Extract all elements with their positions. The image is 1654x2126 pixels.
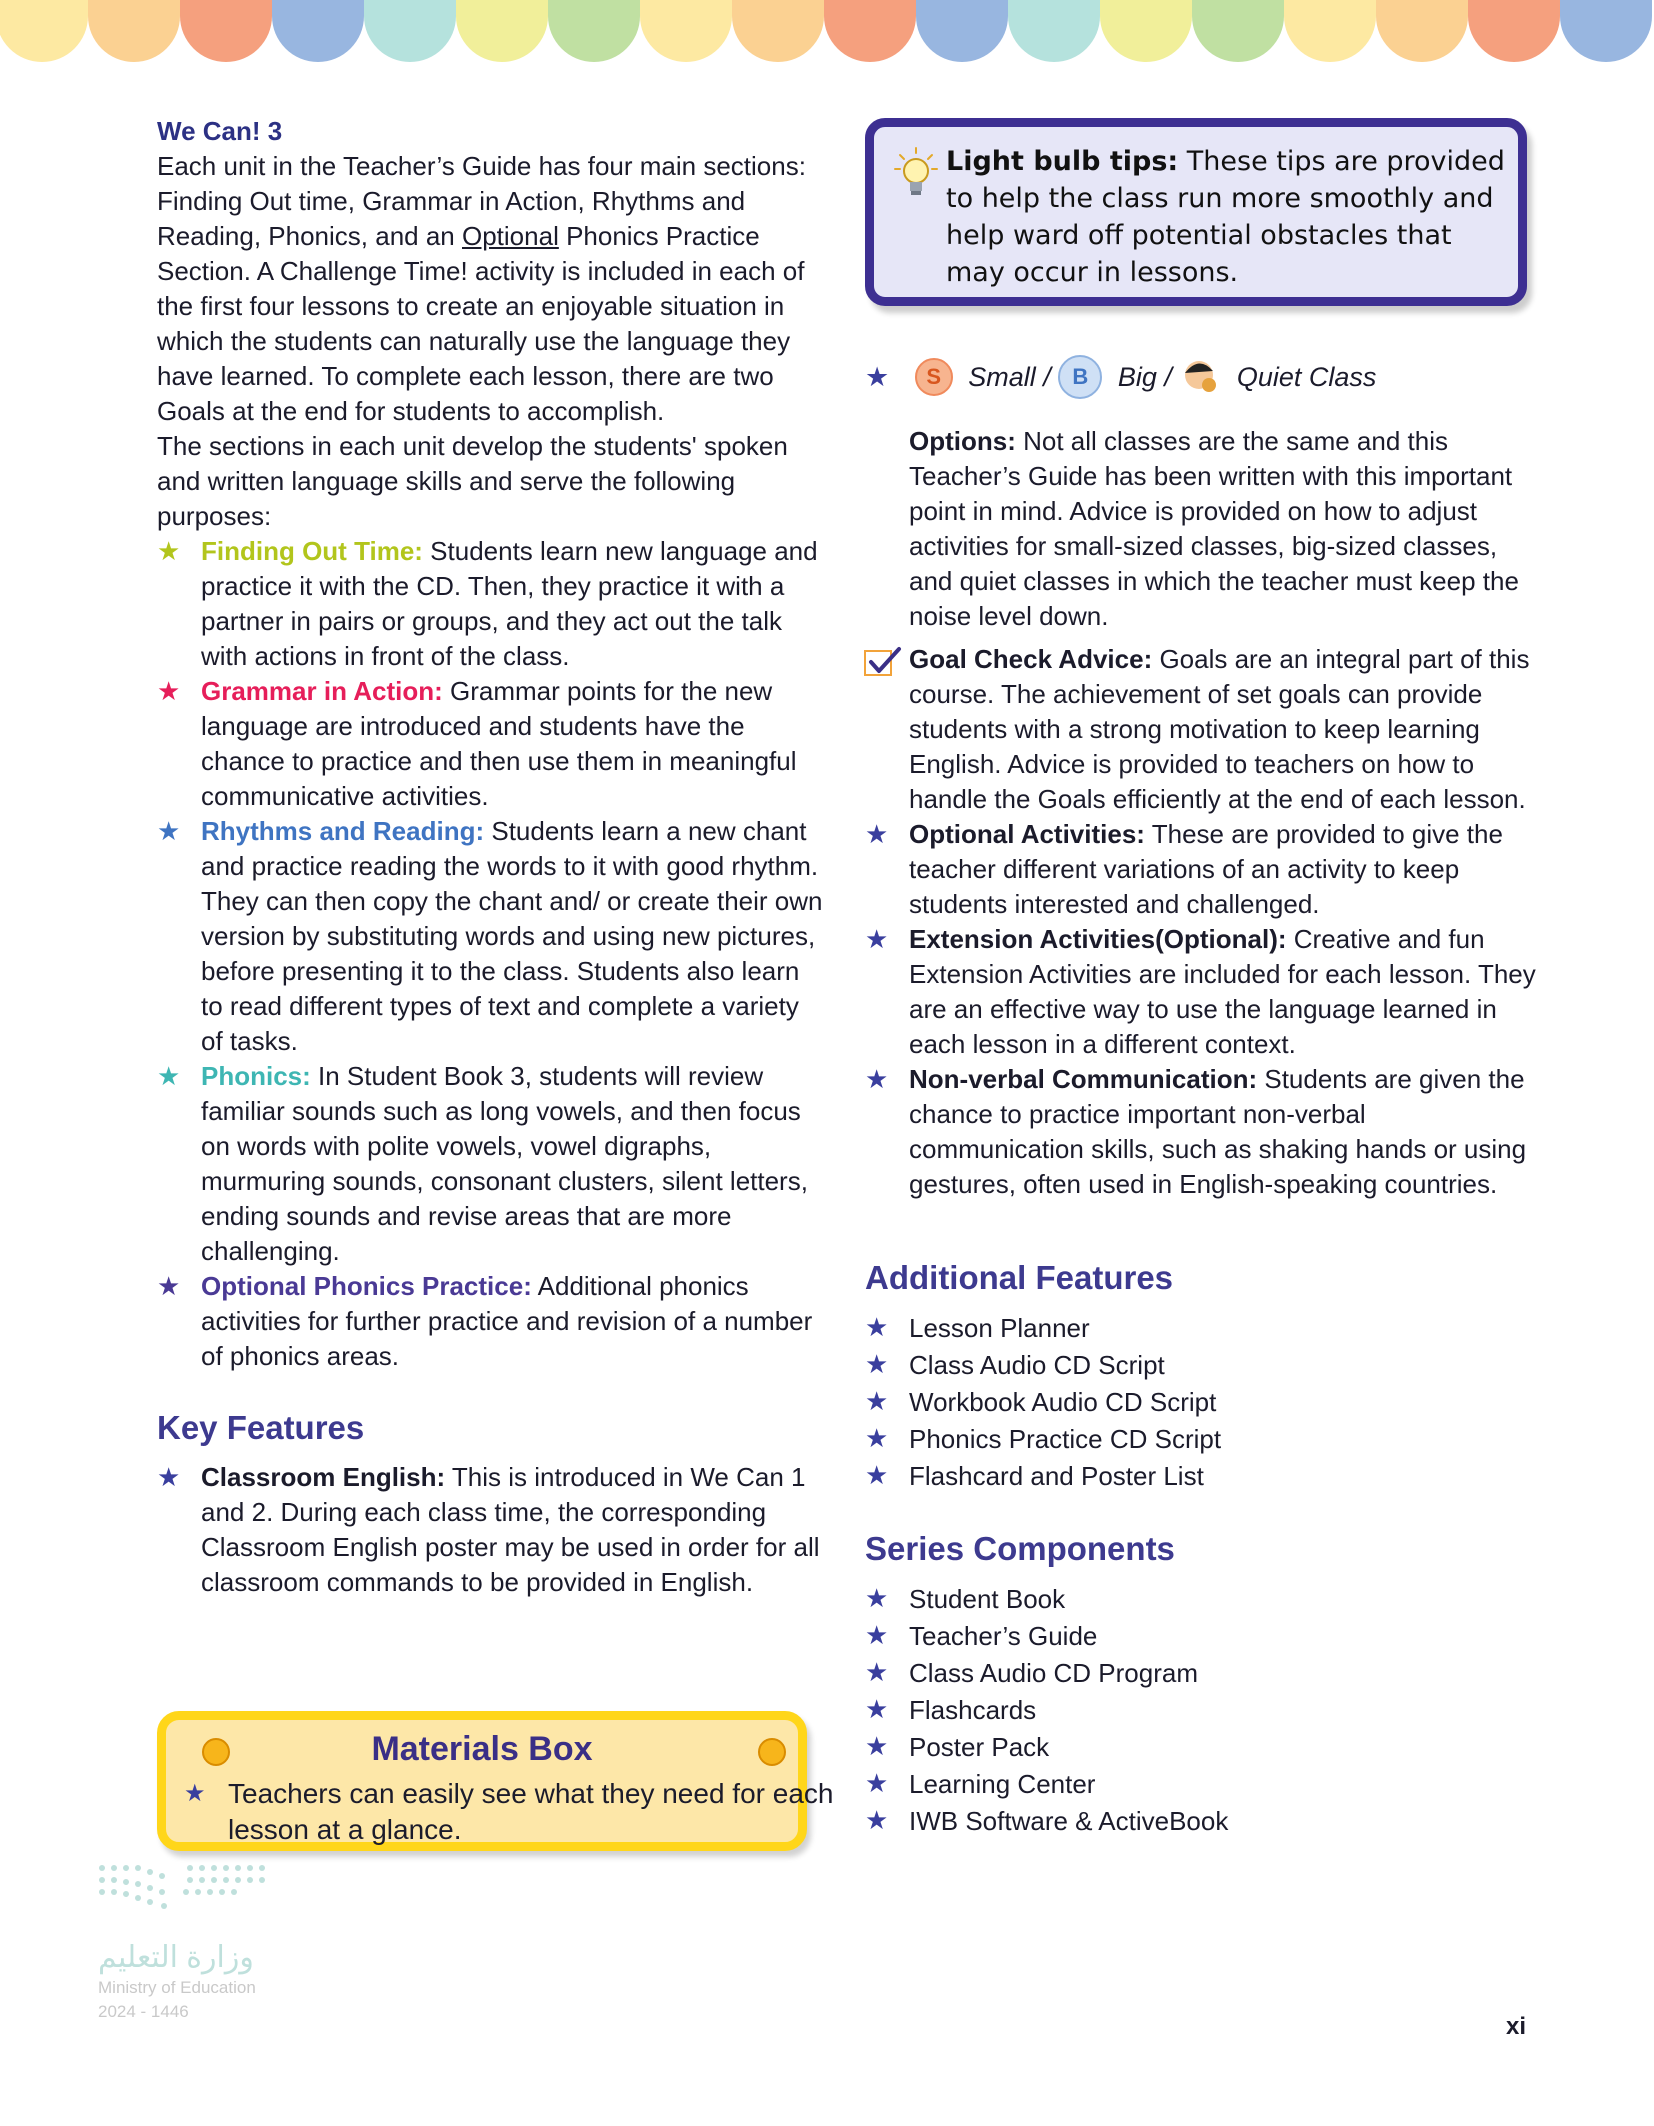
star-icon: ★ — [865, 819, 889, 849]
light-bulb-tips-box — [865, 118, 1527, 306]
star-icon: ★ — [865, 1312, 889, 1342]
star-icon: ★ — [865, 1349, 889, 1379]
star-icon: ★ — [157, 1462, 181, 1492]
ministry-arabic-name: وزارة التعليم — [98, 1941, 254, 1974]
materials-box — [157, 1711, 834, 1851]
intro-paragraph-2: The sections in each unit develop the students' spoken and written language skills and serve the following purposes: — [157, 431, 788, 531]
list-item: ★ Grammar in Action: Grammar points for the new language are introduced and students have the chance to practice and then use them in meaningful communicative activities. — [157, 676, 797, 811]
list-item: ★ IWB Software & ActiveBook — [865, 1805, 1229, 1836]
list-item: ★ Finding Out Time: Students learn new language and practice it with the CD. Then, they practice it with a partner in pairs or groups, and they act out the talk with actions in front of the class. — [157, 536, 818, 671]
star-icon: ★ — [157, 1271, 181, 1301]
star-icon: ★ — [865, 1460, 889, 1490]
key-features-list — [157, 1460, 827, 1600]
star-icon: ★ — [157, 536, 181, 566]
scallop — [640, 0, 732, 62]
scallop — [732, 0, 824, 62]
additional-features-heading: Additional Features — [865, 1259, 1174, 1296]
star-icon: ★ — [865, 1768, 889, 1798]
quiet-class-label: Quiet Class — [1236, 362, 1377, 392]
star-icon: ★ — [157, 676, 181, 706]
section-list — [157, 534, 827, 1374]
star-icon: ★ — [865, 1657, 889, 1687]
star-icon: ★ — [865, 362, 890, 392]
scallop — [272, 0, 364, 62]
list-item: ★ Workbook Audio CD Script — [865, 1386, 1217, 1417]
optional-underlined: Optional — [462, 221, 559, 251]
list-item: ★ Extension Activities(Optional): Creative and fun Extension Activities are included for each lesson. They are an effective way to use the language learned in each lesson in a different context. — [865, 924, 1536, 1059]
list-item: ★ Phonics Practice CD Script — [865, 1423, 1222, 1454]
scallop — [916, 0, 1008, 62]
star-icon: ★ — [184, 1780, 206, 1807]
class-size-row — [865, 355, 1376, 395]
star-icon: ★ — [157, 1061, 181, 1091]
options-item: Options: Not all classes are the same and this Teacher’s Guide has been written with this important point in mind. Advice is provided on how to adjust activities for small-sized classes, big-sized classes, and quiet classes in which the teacher must keep the noise level down. — [909, 426, 1519, 631]
star-icon: ★ — [865, 1731, 889, 1761]
scallop — [456, 0, 548, 62]
light-bulb-tips-text: Light bulb tips: These tips are provided to help the class run more smoothly and help ward off potential obstacles that may occur in lessons. — [946, 146, 1505, 288]
scallop — [88, 0, 180, 62]
big-class-label: Big / — [1117, 362, 1172, 392]
scallop — [1008, 0, 1100, 62]
ministry-english-name: Ministry of Education — [98, 1978, 256, 1997]
scallop — [824, 0, 916, 62]
star-icon: ★ — [865, 1386, 889, 1416]
star-icon: ★ — [865, 1064, 889, 1094]
ministry-dots-logo — [98, 1862, 268, 1922]
list-item: ★ Class Audio CD Program — [865, 1657, 1198, 1688]
scalloped-header — [0, 0, 1654, 66]
list-item: ★ Lesson Planner — [865, 1312, 1090, 1343]
scallop — [548, 0, 640, 62]
scallop — [0, 0, 88, 62]
list-item: ★ Classroom English: This is introduced in We Can 1 and 2. During each class time, the corresponding Classroom English poster may be used in order for all classroom commands to be provided in English. — [157, 1462, 820, 1597]
scallop — [1468, 0, 1560, 62]
list-item: ★ Student Book — [865, 1583, 1066, 1614]
list-item: ★ Optional Activities: These are provided to give the teacher different variations of an activity to keep students interested and challenged. — [865, 819, 1503, 919]
small-class-label: Small / — [968, 362, 1051, 392]
list-item: ★ Flashcards — [865, 1694, 1037, 1725]
list-item: ★ Teacher’s Guide — [865, 1620, 1098, 1651]
list-item: ★ Phonics: In Student Book 3, students will review familiar sounds such as long vowels, and then focus on words with polite vowels, vowel digraphs, murmuring sounds, consonant clusters, silent letters, ending sounds and revise areas that are more challenging. — [157, 1061, 808, 1266]
scallop — [1376, 0, 1468, 62]
scallop — [180, 0, 272, 62]
activities-list — [865, 817, 1545, 1202]
series-components-list — [865, 1581, 1545, 1840]
list-item: ★ Optional Phonics Practice: Additional phonics activities for further practice and revision of a number of phonics areas. — [157, 1271, 813, 1371]
light-bulb-icon — [894, 147, 938, 203]
series-components-heading: Series Components — [865, 1530, 1175, 1567]
scallop — [1560, 0, 1652, 62]
scallop — [1100, 0, 1192, 62]
materials-box-title: Materials Box — [371, 1730, 593, 1768]
star-icon: ★ — [865, 924, 889, 954]
scallop — [1192, 0, 1284, 62]
left-column — [157, 114, 827, 1600]
list-item: ★ Learning Center — [865, 1768, 1096, 1799]
scallop — [364, 0, 456, 62]
list-item: ★ Rhythms and Reading: Students learn a new chant and practice reading the words to it with good rhythm. They can then copy the chant and/ or create their own version by substituting words and using new pictures, before presenting it to the class. Students also learn to read different types of text and complete a variety of tasks. — [157, 816, 823, 1056]
materials-box-text: ★ Teachers can easily see what they need for each lesson at a glance. — [184, 1778, 834, 1845]
star-icon: ★ — [865, 1583, 889, 1613]
list-item: ★ Poster Pack — [865, 1731, 1050, 1762]
page-number: xi — [1506, 2013, 1527, 2040]
scallop — [1284, 0, 1376, 62]
star-icon: ★ — [865, 1694, 889, 1724]
star-icon: ★ — [865, 1423, 889, 1453]
list-item: ★ Non-verbal Communication: Students are given the chance to practice important non-verbal communication skills, such as shaking hands or using gestures, often used in English-speaking countries. — [865, 1064, 1527, 1199]
ministry-watermark — [98, 1862, 358, 2027]
list-item: ★ Flashcard and Poster List — [865, 1460, 1204, 1491]
intro-paragraph-1: Each unit in the Teacher’s Guide has four main sections: Finding Out time, Grammar in Action, Rhythms and Reading, Phonics, and an Optional Phonics Practice Section. A Challenge Time! activity is included in each of the first four lessons to create an enjoyable situation in which the students can naturally use the language they have learned. To complete each lesson, there are two Goals at the end for students to accomplish. — [157, 151, 806, 426]
small-class-icon: S — [915, 358, 953, 396]
ministry-year: 2024 - 1446 — [98, 2002, 189, 2021]
star-icon: ★ — [157, 816, 181, 846]
intro-title: We Can! 3 — [157, 116, 283, 146]
star-icon: ★ — [865, 1805, 889, 1835]
additional-features-list — [865, 1310, 1545, 1495]
right-column — [865, 424, 1545, 1840]
quiet-class-icon — [1179, 357, 1223, 397]
goal-check-item: Goal Check Advice: Goals are an integral part of this course. The achievement of set goals can provide students with a strong motivation to keep learning English. Advice is provided to teachers on how to handle the Goals efficiently at the end of each lesson. — [865, 642, 1545, 817]
key-features-heading: Key Features — [157, 1409, 365, 1446]
big-class-icon: B — [1058, 355, 1102, 399]
checkbox-icon — [863, 646, 903, 678]
list-item: ★ Class Audio CD Script — [865, 1349, 1165, 1380]
star-icon: ★ — [865, 1620, 889, 1650]
